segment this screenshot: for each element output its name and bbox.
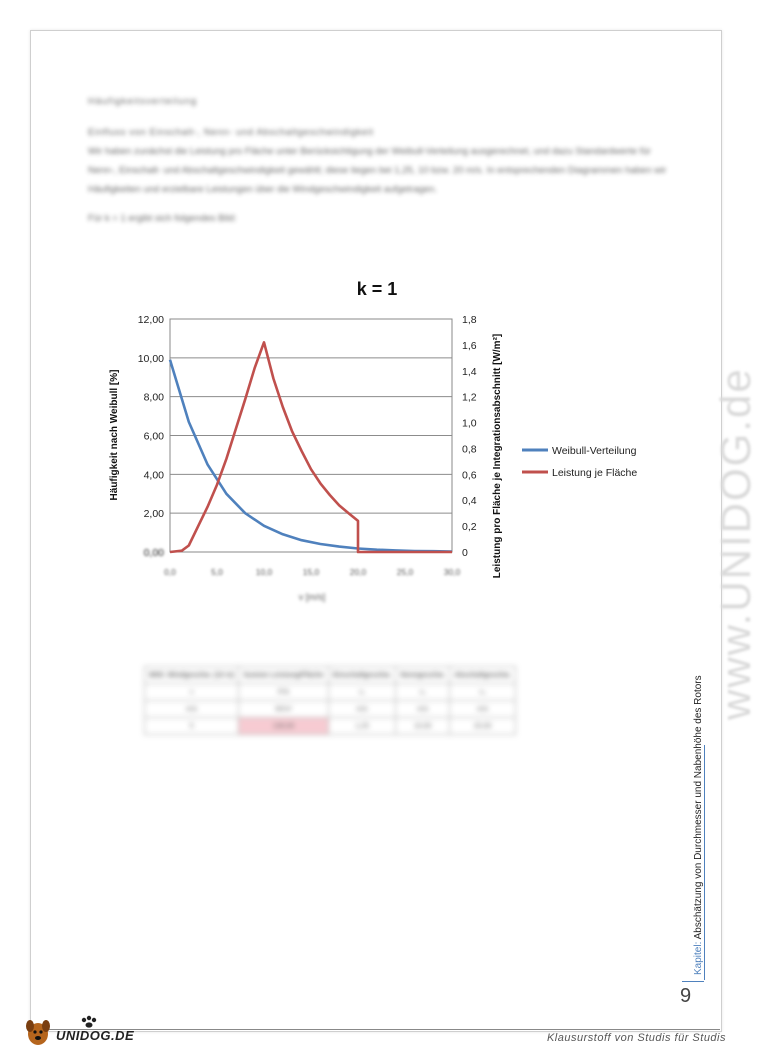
y-right-tick-label: 1,0 [462, 417, 477, 430]
y-right-tick-label: 0,2 [462, 521, 477, 534]
table-cell-highlight: 130,00 [239, 718, 329, 735]
y-left-tick-label: 10,00 [137, 352, 164, 365]
subsection-heading: Einfluss von Einschalt-, Nenn- und Abschaltgeschwindigkeit [88, 127, 374, 138]
page-number: 9 [680, 985, 692, 1007]
chapter-label: Kapitel: [693, 941, 704, 975]
legend [522, 445, 637, 479]
table-cell: m/s [145, 701, 239, 718]
table-cell: v₃ [450, 684, 516, 701]
table-cell: m/s [396, 701, 450, 718]
legend-label-leistung: Leistung je Fläche [552, 467, 638, 479]
y-left-tick-label: 8,00 [143, 391, 164, 404]
y-right-tick-label: 1,6 [462, 339, 477, 352]
table-cell: m/s [328, 701, 395, 718]
table-cell: v [145, 684, 239, 701]
chapter-sidebar [693, 675, 704, 975]
x-axis-label: v [m/s] [298, 592, 326, 602]
y-right-tick-label: 0,8 [462, 443, 477, 456]
table-header: Nenngeschw. [396, 667, 450, 684]
table-row [145, 718, 516, 735]
grid-lines [170, 319, 452, 552]
x-tick-label: 20,0 [349, 567, 367, 577]
series-line-leistung [170, 342, 452, 552]
table-cell: 20,00 [450, 718, 516, 735]
section-heading: Häufigkeitsverteilung [88, 96, 198, 107]
table-header: Mittl. Windgeschw. (10 m) [145, 667, 239, 684]
y-right-tick-label: 1,2 [462, 391, 477, 404]
x-tick-label: 5,0 [211, 567, 223, 577]
data-table [144, 666, 516, 735]
intro-line: Für k = 1 ergibt sich folgendes Bild: [88, 213, 237, 224]
footer-tagline: Klausurstoff von Studis für Studis [546, 1032, 726, 1044]
table-row [145, 667, 516, 684]
table-cell: 1,25 [328, 718, 395, 735]
x-tick-label: 25,0 [396, 567, 414, 577]
table-header: Summe Leistung/Fläche [239, 667, 329, 684]
table-cell: P/A [239, 684, 329, 701]
table-cell: W/m² [239, 701, 329, 718]
x-tick-label: 30,0 [443, 567, 461, 577]
y-left-tick-label: 2,00 [143, 508, 164, 521]
table-cell: v₁ [328, 684, 395, 701]
y-axis-right-label: Leistung pro Fläche je Integrationsabschnitt [W/m²] [492, 333, 503, 579]
table-cell: 10,00 [396, 718, 450, 735]
table-row [145, 684, 516, 701]
body-text [88, 92, 668, 228]
table-header: Abschaltgeschw. [450, 667, 516, 684]
y-left-tick-label: 12,00 [137, 314, 164, 326]
y-axis-left-label: Häufigkeit nach Weibull [%] [109, 369, 120, 501]
table-header: Einschaltgeschw. [328, 667, 395, 684]
table-cell: v₂ [396, 684, 450, 701]
sidebar-rule [704, 745, 705, 980]
y-right-tick-label: 0,4 [462, 495, 477, 508]
y-right-tick-label: 1,4 [462, 365, 477, 378]
y-left-tick-label: 4,00 [143, 469, 164, 482]
watermark: www.UNIDOG.de [712, 367, 759, 720]
y-left-tick-label: 6,00 [143, 430, 164, 443]
table-cell: 5 [145, 718, 239, 735]
chart-title: k = 1 [356, 279, 398, 299]
paragraph: Wir haben zunächst die Leistung pro Fläche unter Berücksichtigung der Weibull-Verteilung ausgerechnet, und dazu Standardwerte für Nenn-, Einschalt- und Abschaltgeschwindigkeit gewählt; diese liegen bei 1,25, 10 bzw. 20 m/s. In entsprechenden Diagrammen haben wir Häufigkeiten und erzielbare Leistungen über die Windgeschwindigkeit aufgetragen. [88, 146, 667, 195]
series-line-weibull [170, 360, 452, 552]
table-cell: m/s [450, 701, 516, 718]
legend-label-weibull: Weibull-Verteilung [552, 445, 637, 457]
x-tick-label: 15,0 [302, 567, 320, 577]
y-left-tick-label: 0,00 [143, 547, 164, 559]
table-row [145, 701, 516, 718]
chart [90, 268, 680, 608]
y-right-tick-label: 0,6 [462, 469, 477, 482]
y-right-tick-label: 0 [462, 547, 468, 559]
x-tick-label: 0,0 [164, 567, 176, 577]
x-tick-label: 10,0 [255, 567, 273, 577]
chapter-title: Abschätzung von Durchmesser und Nabenhöhe des Rotors [693, 675, 704, 940]
y-right-tick-label: 1,8 [462, 314, 477, 326]
page-number-rule [682, 981, 704, 982]
logo-text: UNIDOG.DE [56, 1028, 135, 1043]
